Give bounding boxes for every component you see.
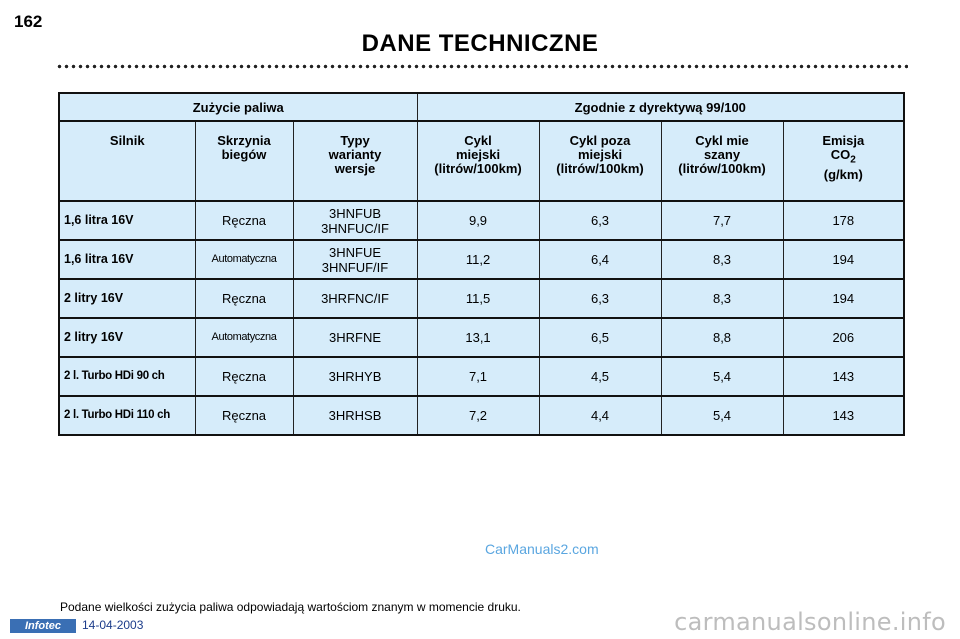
cell-gearbox: Ręczna bbox=[195, 396, 293, 435]
table-row bbox=[59, 279, 904, 318]
print-date: 14-04-2003 bbox=[82, 618, 144, 632]
cell-engine: 1,6 litra 16V bbox=[59, 240, 195, 279]
cell-mixed: 8,8 bbox=[661, 318, 783, 357]
header-extra-urban-cycle: Cykl poza miejski (litrów/100km) bbox=[539, 121, 661, 201]
header-mixed-cycle: Cykl mie szany (litrów/100km) bbox=[661, 121, 783, 201]
cell-types: 3HRFNC/IF bbox=[293, 279, 417, 318]
page-title: DANE TECHNICZNE bbox=[361, 30, 599, 57]
group-header-directive: Zgodnie z dyrektywą 99/100 bbox=[417, 93, 904, 121]
table-row bbox=[59, 240, 904, 279]
dotted-divider bbox=[56, 64, 908, 69]
cell-engine: 2 l. Turbo HDi 110 ch bbox=[59, 396, 195, 435]
cell-engine: 1,6 litra 16V bbox=[59, 201, 195, 240]
cell-mixed: 8,3 bbox=[661, 240, 783, 279]
group-header-consumption: Zużycie paliwa bbox=[59, 93, 417, 121]
cell-engine: 2 l. Turbo HDi 90 ch bbox=[59, 357, 195, 396]
cell-co2: 194 bbox=[783, 240, 904, 279]
cell-urban: 9,9 bbox=[417, 201, 539, 240]
cell-extra-urban: 6,5 bbox=[539, 318, 661, 357]
table-row bbox=[59, 357, 904, 396]
cell-types: 3HNFUB 3HNFUC/IF bbox=[293, 201, 417, 240]
header-engine: Silnik bbox=[59, 121, 195, 201]
cell-extra-urban: 6,4 bbox=[539, 240, 661, 279]
table-header-row bbox=[59, 121, 904, 201]
footnote: Podane wielkości zużycia paliwa odpowiadają wartościom znanym w momencie druku. bbox=[60, 600, 521, 614]
cell-urban: 13,1 bbox=[417, 318, 539, 357]
cell-extra-urban: 4,5 bbox=[539, 357, 661, 396]
table-group-header-row bbox=[59, 93, 904, 121]
cell-gearbox: Ręczna bbox=[195, 201, 293, 240]
footer-brand-link[interactable]: carmanualsonline.info bbox=[674, 608, 946, 636]
cell-engine: 2 litry 16V bbox=[59, 279, 195, 318]
page-number: 162 bbox=[14, 12, 43, 31]
header-types: Typy warianty wersje bbox=[293, 121, 417, 201]
header-gearbox: Skrzynia biegów bbox=[195, 121, 293, 201]
table-row bbox=[59, 201, 904, 240]
cell-gearbox: Ręczna bbox=[195, 357, 293, 396]
cell-urban: 7,1 bbox=[417, 357, 539, 396]
header-co2-emission: Emisja $CO_2$ (g/km) bbox=[783, 121, 904, 201]
table-row bbox=[59, 318, 904, 357]
cell-co2: 206 bbox=[783, 318, 904, 357]
table-row bbox=[59, 396, 904, 435]
cell-gearbox: Ręczna bbox=[195, 279, 293, 318]
cell-gearbox: Automatyczna bbox=[195, 240, 293, 279]
watermark-link[interactable]: CarManuals2.com bbox=[485, 541, 599, 557]
cell-mixed: 8,3 bbox=[661, 279, 783, 318]
infotec-badge: Infotec bbox=[10, 619, 76, 633]
cell-gearbox: Automatyczna bbox=[195, 318, 293, 357]
cell-co2: 178 bbox=[783, 201, 904, 240]
cell-co2: 194 bbox=[783, 279, 904, 318]
cell-extra-urban: 4,4 bbox=[539, 396, 661, 435]
cell-engine: 2 litry 16V bbox=[59, 318, 195, 357]
cell-mixed: 5,4 bbox=[661, 396, 783, 435]
cell-co2: 143 bbox=[783, 396, 904, 435]
cell-types: 3HRFNE bbox=[293, 318, 417, 357]
cell-co2: 143 bbox=[783, 357, 904, 396]
cell-extra-urban: 6,3 bbox=[539, 201, 661, 240]
cell-mixed: 5,4 bbox=[661, 357, 783, 396]
cell-urban: 11,5 bbox=[417, 279, 539, 318]
fuel-consumption-table bbox=[58, 92, 905, 436]
cell-urban: 11,2 bbox=[417, 240, 539, 279]
cell-urban: 7,2 bbox=[417, 396, 539, 435]
cell-types: 3HRHSB bbox=[293, 396, 417, 435]
cell-types: 3HNFUE 3HNFUF/IF bbox=[293, 240, 417, 279]
header-urban-cycle: Cykl miejski (litrów/100km) bbox=[417, 121, 539, 201]
cell-extra-urban: 6,3 bbox=[539, 279, 661, 318]
cell-mixed: 7,7 bbox=[661, 201, 783, 240]
cell-types: 3HRHYB bbox=[293, 357, 417, 396]
